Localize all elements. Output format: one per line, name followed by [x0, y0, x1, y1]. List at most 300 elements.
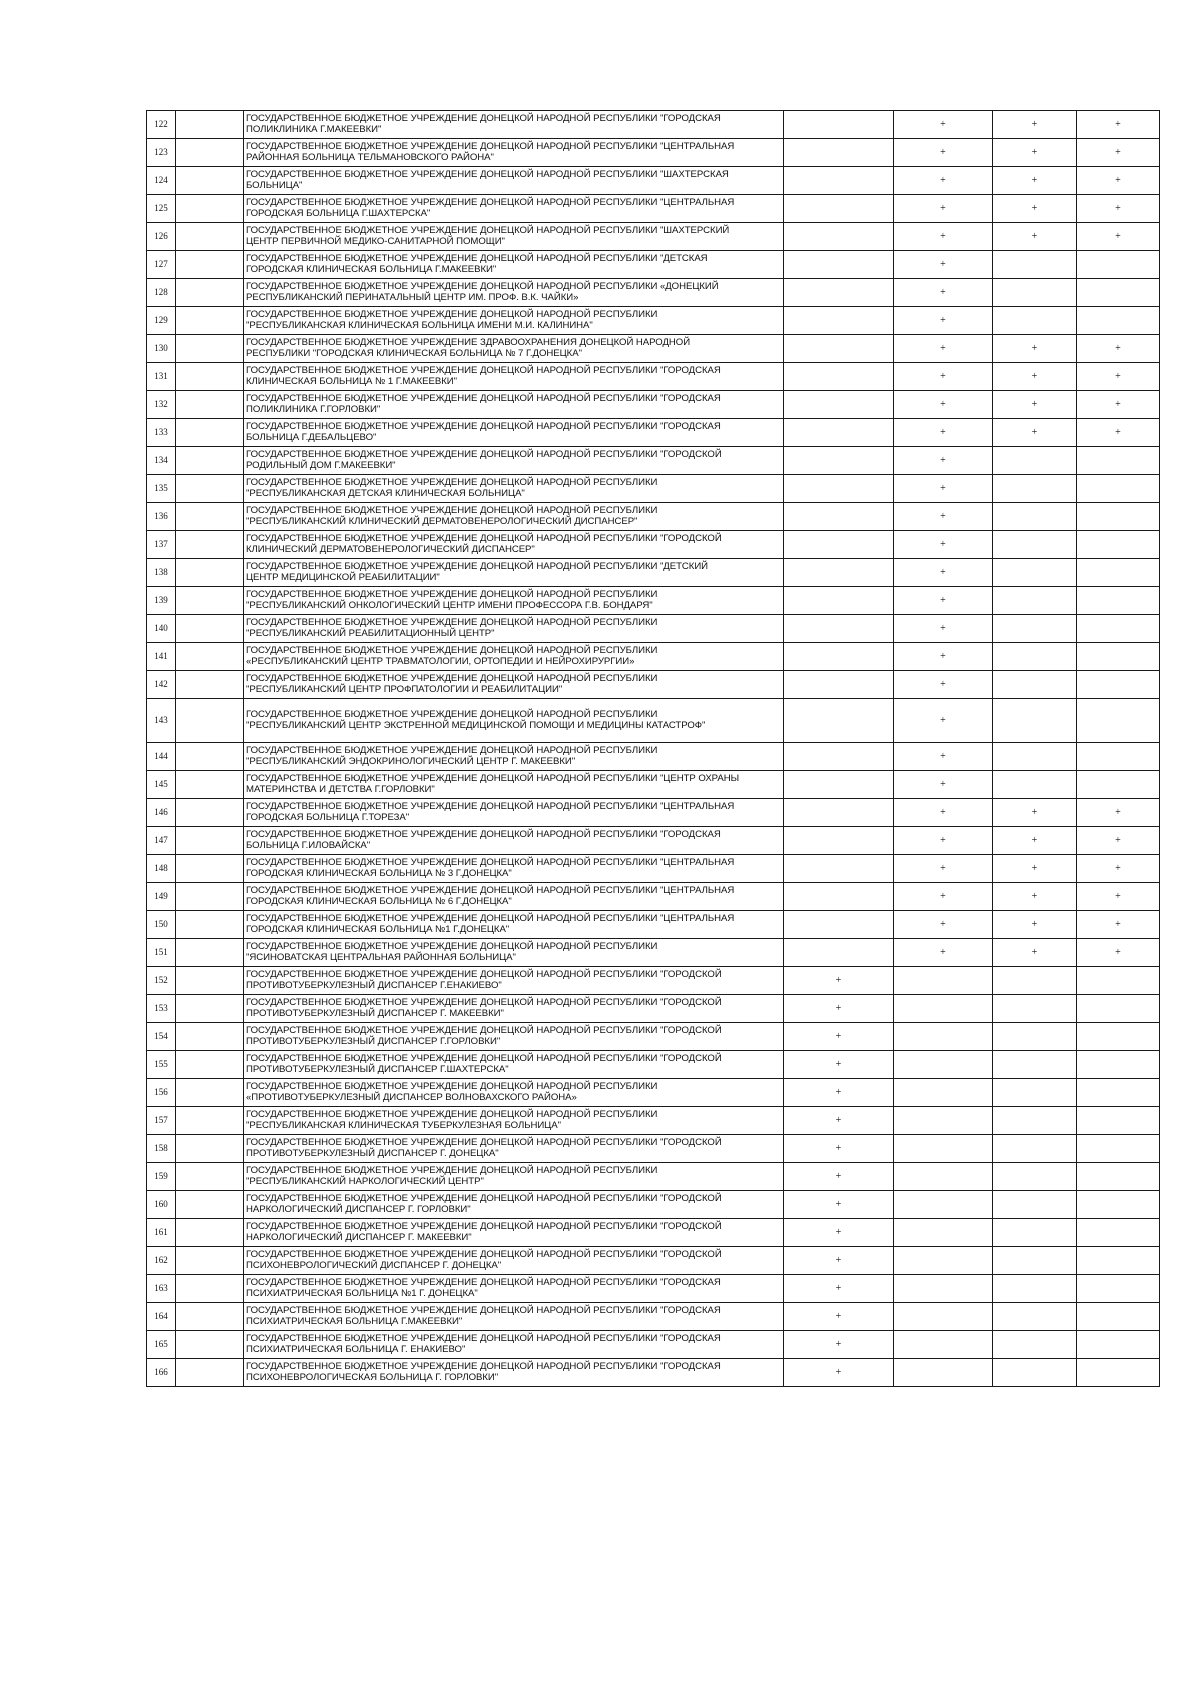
empty-cell [176, 111, 244, 139]
mark-column-4 [1077, 475, 1160, 503]
row-number: 125 [147, 195, 176, 223]
table-row [147, 111, 1160, 139]
institution-name-line-1: ГОСУДАРСТВЕННОЕ БЮДЖЕТНОЕ УЧРЕЖДЕНИЕ ДОНЕЦКОЙ НАРОДНОЙ РЕСПУБЛИКИ "ГОРОДСКАЯ [246, 1276, 721, 1288]
mark-column-3: + [993, 111, 1077, 139]
empty-cell [176, 223, 244, 251]
empty-cell [176, 615, 244, 643]
mark-column-2: + [894, 419, 993, 447]
empty-cell [176, 559, 244, 587]
mark-column-2: + [894, 167, 993, 195]
mark-column-3 [993, 279, 1077, 307]
table-row [147, 1359, 1160, 1387]
institution-name-line-2: "РЕСПУБЛИКАНСКАЯ ДЕТСКАЯ КЛИНИЧЕСКАЯ БОЛЬНИЦА" [246, 487, 525, 499]
table-row [147, 587, 1160, 615]
mark-column-4: + [1077, 911, 1160, 939]
institution-name-line-1: ГОСУДАРСТВЕННОЕ БЮДЖЕТНОЕ УЧРЕЖДЕНИЕ ДОНЕЦКОЙ НАРОДНОЙ РЕСПУБЛИКИ "ДЕТСКАЯ [246, 252, 708, 264]
mark-column-4: + [1077, 827, 1160, 855]
institution-name [244, 1331, 784, 1359]
table-row [147, 799, 1160, 827]
row-number: 166 [147, 1359, 176, 1387]
empty-cell [176, 827, 244, 855]
institution-name-line-1: ГОСУДАРСТВЕННОЕ БЮДЖЕТНОЕ УЧРЕЖДЕНИЕ ДОНЕЦКОЙ НАРОДНОЙ РЕСПУБЛИКИ [246, 476, 658, 488]
institution-name-line-2: ПСИХОНЕВРОЛОГИЧЕСКАЯ БОЛЬНИЦА Г. ГОРЛОВКИ" [246, 1371, 499, 1383]
mark-column-1 [784, 503, 894, 531]
institution-name-line-2: БОЛЬНИЦА Г.ДЕБАЛЬЦЕВО" [246, 431, 377, 443]
institution-name-line-2: ПОЛИКЛИНИКА Г.ГОРЛОВКИ" [246, 403, 381, 415]
mark-column-3 [993, 995, 1077, 1023]
row-number: 137 [147, 531, 176, 559]
empty-cell [176, 391, 244, 419]
mark-column-1 [784, 799, 894, 827]
institution-name-line-2: БОЛЬНИЦА Г.ИЛОВАЙСКА" [246, 839, 371, 851]
empty-cell [176, 771, 244, 799]
empty-cell [176, 1247, 244, 1275]
mark-column-3: + [993, 419, 1077, 447]
institution-name-line-1: ГОСУДАРСТВЕННОЕ БЮДЖЕТНОЕ УЧРЕЖДЕНИЕ ДОНЕЦКОЙ НАРОДНОЙ РЕСПУБЛИКИ "ЦЕНТРАЛЬНАЯ [246, 912, 735, 924]
mark-column-4: + [1077, 139, 1160, 167]
institution-name [244, 615, 784, 643]
row-number: 131 [147, 363, 176, 391]
institution-name-line-2: "РЕСПУБЛИКАНСКАЯ КЛИНИЧЕСКАЯ ТУБЕРКУЛЕЗНАЯ БОЛЬНИЦА" [246, 1119, 561, 1131]
table-row [147, 771, 1160, 799]
mark-column-4 [1077, 967, 1160, 995]
mark-column-1 [784, 475, 894, 503]
institution-name-line-2: ГОРОДСКАЯ КЛИНИЧЕСКАЯ БОЛЬНИЦА № 3 Г.ДОНЕЦКА" [246, 867, 512, 879]
table-row [147, 1023, 1160, 1051]
empty-cell [176, 699, 244, 743]
institution-name [244, 939, 784, 967]
table-row [147, 419, 1160, 447]
institution-name-line-1: ГОСУДАРСТВЕННОЕ БЮДЖЕТНОЕ УЧРЕЖДЕНИЕ ДОНЕЦКОЙ НАРОДНОЙ РЕСПУБЛИКИ [246, 744, 658, 756]
mark-column-1 [784, 911, 894, 939]
institution-name-line-2: РЕСПУБЛИКИ "ГОРОДСКАЯ КЛИНИЧЕСКАЯ БОЛЬНИЦА № 7 Г.ДОНЕЦКА" [246, 347, 582, 359]
mark-column-2 [894, 1331, 993, 1359]
empty-cell [176, 743, 244, 771]
mark-column-1: + [784, 1219, 894, 1247]
table-body [147, 111, 1160, 1387]
institution-name-line-2: ПРОТИВОТУБЕРКУЛЕЗНЫЙ ДИСПАНСЕР Г.ШАХТЕРСКА" [246, 1063, 509, 1075]
institution-name [244, 335, 784, 363]
mark-column-2 [894, 1275, 993, 1303]
mark-column-1 [784, 883, 894, 911]
institution-name-line-2: "РЕСПУБЛИКАНСКИЙ ЭНДОКРИНОЛОГИЧЕСКИЙ ЦЕНТР Г. МАКЕЕВКИ" [246, 755, 576, 767]
institution-name-line-1: ГОСУДАРСТВЕННОЕ БЮДЖЕТНОЕ УЧРЕЖДЕНИЕ ДОНЕЦКОЙ НАРОДНОЙ РЕСПУБЛИКИ "ЦЕНТРАЛЬНАЯ [246, 140, 735, 152]
mark-column-1 [784, 855, 894, 883]
table-row [147, 939, 1160, 967]
mark-column-4 [1077, 615, 1160, 643]
institution-name-line-1: ГОСУДАРСТВЕННОЕ БЮДЖЕТНОЕ УЧРЕЖДЕНИЕ ДОНЕЦКОЙ НАРОДНОЙ РЕСПУБЛИКИ "ЦЕНТРАЛЬНАЯ [246, 884, 735, 896]
mark-column-1: + [784, 1303, 894, 1331]
institution-name [244, 743, 784, 771]
mark-column-2 [894, 1023, 993, 1051]
empty-cell [176, 167, 244, 195]
table-row [147, 855, 1160, 883]
mark-column-1 [784, 251, 894, 279]
institution-name-line-2: "РЕСПУБЛИКАНСКИЙ КЛИНИЧЕСКИЙ ДЕРМАТОВЕНЕРОЛОГИЧЕСКИЙ ДИСПАНСЕР" [246, 515, 638, 527]
institution-name-line-1: ГОСУДАРСТВЕННОЕ БЮДЖЕТНОЕ УЧРЕЖДЕНИЕ ДОНЕЦКОЙ НАРОДНОЙ РЕСПУБЛИКИ [246, 504, 658, 516]
row-number: 155 [147, 1051, 176, 1079]
mark-column-1: + [784, 1247, 894, 1275]
empty-cell [176, 363, 244, 391]
institution-name [244, 1135, 784, 1163]
table-row [147, 1079, 1160, 1107]
institution-name-line-2: ПРОТИВОТУБЕРКУЛЕЗНЫЙ ДИСПАНСЕР Г. МАКЕЕВКИ" [246, 1007, 504, 1019]
institution-name-line-1: ГОСУДАРСТВЕННОЕ БЮДЖЕТНОЕ УЧРЕЖДЕНИЕ ДОНЕЦКОЙ НАРОДНОЙ РЕСПУБЛИКИ "ГОРОДСКОЙ [246, 996, 722, 1008]
mark-column-1: + [784, 1135, 894, 1163]
mark-column-3 [993, 503, 1077, 531]
mark-column-1 [784, 223, 894, 251]
table-row [147, 307, 1160, 335]
institution-name-line-2: ПСИХИАТРИЧЕСКАЯ БОЛЬНИЦА Г. ЕНАКИЕВО" [246, 1343, 466, 1355]
institution-name-line-2: "РЕСПУБЛИКАНСКИЙ РЕАБИЛИТАЦИОННЫЙ ЦЕНТР" [246, 627, 495, 639]
mark-column-2 [894, 995, 993, 1023]
mark-column-1 [784, 699, 894, 743]
mark-column-2 [894, 1051, 993, 1079]
institution-name [244, 1191, 784, 1219]
mark-column-2: + [894, 139, 993, 167]
empty-cell [176, 447, 244, 475]
mark-column-1 [784, 671, 894, 699]
mark-column-3 [993, 743, 1077, 771]
institution-name-line-2: "РЕСПУБЛИКАНСКАЯ КЛИНИЧЕСКАЯ БОЛЬНИЦА ИМЕНИ М.И. КАЛИНИНА" [246, 319, 593, 331]
row-number: 136 [147, 503, 176, 531]
row-number: 154 [147, 1023, 176, 1051]
empty-cell [176, 1331, 244, 1359]
institution-name [244, 1023, 784, 1051]
institution-name [244, 995, 784, 1023]
institution-name-line-1: ГОСУДАРСТВЕННОЕ БЮДЖЕТНОЕ УЧРЕЖДЕНИЕ ДОНЕЦКОЙ НАРОДНОЙ РЕСПУБЛИКИ "ГОРОДСКАЯ [246, 1332, 721, 1344]
mark-column-3: + [993, 139, 1077, 167]
row-number: 163 [147, 1275, 176, 1303]
mark-column-4 [1077, 1107, 1160, 1135]
empty-cell [176, 1359, 244, 1387]
mark-column-3 [993, 1163, 1077, 1191]
institution-name-line-1: ГОСУДАРСТВЕННОЕ БЮДЖЕТНОЕ УЧРЕЖДЕНИЕ ДОНЕЦКОЙ НАРОДНОЙ РЕСПУБЛИКИ "ГОРОДСКАЯ [246, 364, 721, 376]
institution-name [244, 1359, 784, 1387]
mark-column-3 [993, 559, 1077, 587]
institution-name-line-1: ГОСУДАРСТВЕННОЕ БЮДЖЕТНОЕ УЧРЕЖДЕНИЕ ДОНЕЦКОЙ НАРОДНОЙ РЕСПУБЛИКИ "ГОРОДСКОЙ [246, 1248, 722, 1260]
row-number: 145 [147, 771, 176, 799]
mark-column-1 [784, 643, 894, 671]
institution-name [244, 1079, 784, 1107]
table-row [147, 335, 1160, 363]
institution-name-line-1: ГОСУДАРСТВЕННОЕ БЮДЖЕТНОЕ УЧРЕЖДЕНИЕ ДОНЕЦКОЙ НАРОДНОЙ РЕСПУБЛИКИ «ДОНЕЦКИЙ [246, 280, 719, 292]
mark-column-2: + [894, 475, 993, 503]
mark-column-1 [784, 279, 894, 307]
empty-cell [176, 475, 244, 503]
row-number: 140 [147, 615, 176, 643]
mark-column-1 [784, 559, 894, 587]
mark-column-1 [784, 195, 894, 223]
mark-column-2: + [894, 883, 993, 911]
institution-name-line-2: РЕСПУБЛИКАНСКИЙ ПЕРИНАТАЛЬНЫЙ ЦЕНТР ИМ. ПРОФ. В.К. ЧАЙКИ» [246, 291, 579, 303]
table-row [147, 643, 1160, 671]
institution-name [244, 503, 784, 531]
mark-column-2: + [894, 939, 993, 967]
mark-column-3 [993, 475, 1077, 503]
row-number: 123 [147, 139, 176, 167]
row-number: 134 [147, 447, 176, 475]
mark-column-4 [1077, 699, 1160, 743]
mark-column-4 [1077, 1359, 1160, 1387]
mark-column-3 [993, 1359, 1077, 1387]
row-number: 144 [147, 743, 176, 771]
mark-column-1: + [784, 995, 894, 1023]
mark-column-1: + [784, 1275, 894, 1303]
mark-column-1: + [784, 1079, 894, 1107]
institution-name-line-1: ГОСУДАРСТВЕННОЕ БЮДЖЕТНОЕ УЧРЕЖДЕНИЕ ДОНЕЦКОЙ НАРОДНОЙ РЕСПУБЛИКИ "ШАХТЕРСКАЯ [246, 168, 729, 180]
empty-cell [176, 1191, 244, 1219]
row-number: 133 [147, 419, 176, 447]
table-row [147, 671, 1160, 699]
mark-column-2: + [894, 391, 993, 419]
mark-column-4: + [1077, 195, 1160, 223]
table-row [147, 911, 1160, 939]
mark-column-1: + [784, 967, 894, 995]
institution-name [244, 1163, 784, 1191]
mark-column-1: + [784, 1023, 894, 1051]
mark-column-4 [1077, 1079, 1160, 1107]
mark-column-1 [784, 447, 894, 475]
empty-cell [176, 139, 244, 167]
row-number: 151 [147, 939, 176, 967]
institution-name-line-2: БОЛЬНИЦА" [246, 179, 303, 191]
mark-column-3 [993, 1079, 1077, 1107]
institution-name-line-2: ГОРОДСКАЯ БОЛЬНИЦА Г.ШАХТЕРСКА" [246, 207, 431, 219]
row-number: 138 [147, 559, 176, 587]
institution-name [244, 883, 784, 911]
table-row [147, 195, 1160, 223]
institution-name-line-1: ГОСУДАРСТВЕННОЕ БЮДЖЕТНОЕ УЧРЕЖДЕНИЕ ДОНЕЦКОЙ НАРОДНОЙ РЕСПУБЛИКИ "ГОРОДСКАЯ [246, 420, 721, 432]
mark-column-3 [993, 643, 1077, 671]
mark-column-4 [1077, 643, 1160, 671]
mark-column-3: + [993, 363, 1077, 391]
institution-name-line-2: ПРОТИВОТУБЕРКУЛЕЗНЫЙ ДИСПАНСЕР Г.ЕНАКИЕВО" [246, 979, 502, 991]
institution-name-line-2: "РЕСПУБЛИКАНСКИЙ ЦЕНТР ПРОФПАТОЛОГИИ И РЕАБИЛИТАЦИИ" [246, 683, 563, 695]
mark-column-4 [1077, 743, 1160, 771]
institution-name [244, 139, 784, 167]
mark-column-4 [1077, 1191, 1160, 1219]
institution-name-line-1: ГОСУДАРСТВЕННОЕ БЮДЖЕТНОЕ УЧРЕЖДЕНИЕ ДОНЕЦКОЙ НАРОДНОЙ РЕСПУБЛИКИ "ДЕТСКИЙ [246, 560, 709, 572]
table-row [147, 1219, 1160, 1247]
table-row [147, 1051, 1160, 1079]
institutions-table [146, 110, 1160, 1387]
row-number: 158 [147, 1135, 176, 1163]
institution-name [244, 699, 784, 743]
institution-name-line-1: ГОСУДАРСТВЕННОЕ БЮДЖЕТНОЕ УЧРЕЖДЕНИЕ ДОНЕЦКОЙ НАРОДНОЙ РЕСПУБЛИКИ "ЦЕНТРАЛЬНАЯ [246, 800, 735, 812]
institution-name-line-1: ГОСУДАРСТВЕННОЕ БЮДЖЕТНОЕ УЧРЕЖДЕНИЕ ДОНЕЦКОЙ НАРОДНОЙ РЕСПУБЛИКИ "ГОРОДСКАЯ [246, 1304, 721, 1316]
empty-cell [176, 1219, 244, 1247]
institution-name [244, 251, 784, 279]
row-number: 146 [147, 799, 176, 827]
institution-name-line-2: "РЕСПУБЛИКАНСКИЙ ОНКОЛОГИЧЕСКИЙ ЦЕНТР ИМЕНИ ПРОФЕССОРА Г.В. БОНДАРЯ" [246, 599, 653, 611]
table-row [147, 475, 1160, 503]
mark-column-3 [993, 615, 1077, 643]
institution-name [244, 167, 784, 195]
mark-column-2 [894, 1163, 993, 1191]
mark-column-4 [1077, 307, 1160, 335]
table-row [147, 167, 1160, 195]
row-number: 139 [147, 587, 176, 615]
mark-column-4: + [1077, 855, 1160, 883]
mark-column-2: + [894, 251, 993, 279]
empty-cell [176, 279, 244, 307]
institution-name-line-1: ГОСУДАРСТВЕННОЕ БЮДЖЕТНОЕ УЧРЕЖДЕНИЕ ДОНЕЦКОЙ НАРОДНОЙ РЕСПУБЛИКИ "ШАХТЕРСКИЙ [246, 224, 730, 236]
row-number: 150 [147, 911, 176, 939]
institution-name [244, 223, 784, 251]
empty-cell [176, 643, 244, 671]
institution-name [244, 363, 784, 391]
institution-name-line-2: "РЕСПУБЛИКАНСКИЙ НАРКОЛОГИЧЕСКИЙ ЦЕНТР" [246, 1175, 484, 1187]
mark-column-3: + [993, 167, 1077, 195]
institution-name [244, 475, 784, 503]
row-number: 165 [147, 1331, 176, 1359]
empty-cell [176, 1051, 244, 1079]
mark-column-3 [993, 1247, 1077, 1275]
institution-name-line-2: ГОРОДСКАЯ БОЛЬНИЦА Г.ТОРЕЗА" [246, 811, 410, 823]
institution-name-line-2: НАРКОЛОГИЧЕСКИЙ ДИСПАНСЕР Г. ГОРЛОВКИ" [246, 1203, 471, 1215]
row-number: 122 [147, 111, 176, 139]
mark-column-2: + [894, 559, 993, 587]
institution-name-line-2: ГОРОДСКАЯ КЛИНИЧЕСКАЯ БОЛЬНИЦА № 6 Г.ДОНЕЦКА" [246, 895, 512, 907]
institution-name-line-2: ПСИХИАТРИЧЕСКАЯ БОЛЬНИЦА №1 Г. ДОНЕЦКА" [246, 1287, 478, 1299]
institution-name-line-1: ГОСУДАРСТВЕННОЕ БЮДЖЕТНОЕ УЧРЕЖДЕНИЕ ДОНЕЦКОЙ НАРОДНОЙ РЕСПУБЛИКИ "ГОРОДСКОЙ [246, 448, 722, 460]
institution-name-line-1: ГОСУДАРСТВЕННОЕ БЮДЖЕТНОЕ УЧРЕЖДЕНИЕ ДОНЕЦКОЙ НАРОДНОЙ РЕСПУБЛИКИ "ГОРОДСКОЙ [246, 532, 722, 544]
mark-column-3 [993, 1331, 1077, 1359]
institution-name-line-1: ГОСУДАРСТВЕННОЕ БЮДЖЕТНОЕ УЧРЕЖДЕНИЕ ДОНЕЦКОЙ НАРОДНОЙ РЕСПУБЛИКИ [246, 1164, 658, 1176]
mark-column-4: + [1077, 883, 1160, 911]
row-number: 147 [147, 827, 176, 855]
mark-column-2 [894, 1135, 993, 1163]
empty-cell [176, 911, 244, 939]
mark-column-1 [784, 939, 894, 967]
mark-column-3 [993, 1135, 1077, 1163]
row-number: 149 [147, 883, 176, 911]
table-row [147, 699, 1160, 743]
institution-name-line-1: ГОСУДАРСТВЕННОЕ БЮДЖЕТНОЕ УЧРЕЖДЕНИЕ ДОНЕЦКОЙ НАРОДНОЙ РЕСПУБЛИКИ [246, 588, 658, 600]
mark-column-3: + [993, 335, 1077, 363]
table-row [147, 251, 1160, 279]
row-number: 153 [147, 995, 176, 1023]
institution-name-line-1: ГОСУДАРСТВЕННОЕ БЮДЖЕТНОЕ УЧРЕЖДЕНИЕ ДОНЕЦКОЙ НАРОДНОЙ РЕСПУБЛИКИ "ГОРОДСКАЯ [246, 112, 721, 124]
institution-name [244, 111, 784, 139]
table-row [147, 447, 1160, 475]
institution-name-line-2: "РЕСПУБЛИКАНСКИЙ ЦЕНТР ЭКСТРЕННОЙ МЕДИЦИНСКОЙ ПОМОЩИ И МЕДИЦИНЫ КАТАСТРОФ" [246, 719, 706, 731]
table-row [147, 1247, 1160, 1275]
mark-column-2: + [894, 279, 993, 307]
mark-column-4 [1077, 1163, 1160, 1191]
mark-column-1: + [784, 1051, 894, 1079]
mark-column-2 [894, 1107, 993, 1135]
mark-column-3: + [993, 195, 1077, 223]
empty-cell [176, 419, 244, 447]
mark-column-2: + [894, 195, 993, 223]
institution-name [244, 419, 784, 447]
institution-name-line-1: ГОСУДАРСТВЕННОЕ БЮДЖЕТНОЕ УЧРЕЖДЕНИЕ ДОНЕЦКОЙ НАРОДНОЙ РЕСПУБЛИКИ [246, 308, 658, 320]
mark-column-2: + [894, 363, 993, 391]
empty-cell [176, 939, 244, 967]
mark-column-3 [993, 307, 1077, 335]
institution-name [244, 307, 784, 335]
institution-name-line-2: МАТЕРИНСТВА И ДЕТСТВА Г.ГОРЛОВКИ" [246, 783, 435, 795]
institution-name-line-1: ГОСУДАРСТВЕННОЕ БЮДЖЕТНОЕ УЧРЕЖДЕНИЕ ДОНЕЦКОЙ НАРОДНОЙ РЕСПУБЛИКИ "ГОРОДСКОЙ [246, 1136, 722, 1148]
table-row [147, 391, 1160, 419]
row-number: 130 [147, 335, 176, 363]
empty-cell [176, 1275, 244, 1303]
mark-column-1 [784, 167, 894, 195]
institution-name-line-1: ГОСУДАРСТВЕННОЕ БЮДЖЕТНОЕ УЧРЕЖДЕНИЕ ДОНЕЦКОЙ НАРОДНОЙ РЕСПУБЛИКИ "ГОРОДСКОЙ [246, 1220, 722, 1232]
mark-column-2: + [894, 771, 993, 799]
table-row [147, 1275, 1160, 1303]
institution-name-line-2: РАЙОННАЯ БОЛЬНИЦА ТЕЛЬМАНОВСКОГО РАЙОНА" [246, 151, 494, 163]
mark-column-1: + [784, 1163, 894, 1191]
institution-name-line-1: ГОСУДАРСТВЕННОЕ БЮДЖЕТНОЕ УЧРЕЖДЕНИЕ ДОНЕЦКОЙ НАРОДНОЙ РЕСПУБЛИКИ [246, 1108, 658, 1120]
row-number: 124 [147, 167, 176, 195]
mark-column-1: + [784, 1191, 894, 1219]
institution-name-line-1: ГОСУДАРСТВЕННОЕ БЮДЖЕТНОЕ УЧРЕЖДЕНИЕ ДОНЕЦКОЙ НАРОДНОЙ РЕСПУБЛИКИ "ГОРОДСКАЯ [246, 1360, 721, 1372]
mark-column-4: + [1077, 363, 1160, 391]
table-row [147, 1331, 1160, 1359]
mark-column-2: + [894, 447, 993, 475]
table-row [147, 615, 1160, 643]
table-row [147, 363, 1160, 391]
institution-name [244, 855, 784, 883]
institution-name-line-2: ПСИХОНЕВРОЛОГИЧЕСКИЙ ДИСПАНСЕР Г. ДОНЕЦКА" [246, 1259, 502, 1271]
mark-column-4 [1077, 1303, 1160, 1331]
institution-name-line-2: ПОЛИКЛИНИКА Г.МАКЕЕВКИ" [246, 123, 382, 135]
table-row [147, 743, 1160, 771]
empty-cell [176, 531, 244, 559]
table-row [147, 827, 1160, 855]
empty-cell [176, 1023, 244, 1051]
institution-name-line-1: ГОСУДАРСТВЕННОЕ БЮДЖЕТНОЕ УЧРЕЖДЕНИЕ ДОНЕЦКОЙ НАРОДНОЙ РЕСПУБЛИКИ "ЦЕНТРАЛЬНАЯ [246, 196, 735, 208]
institution-name-line-1: ГОСУДАРСТВЕННОЕ БЮДЖЕТНОЕ УЧРЕЖДЕНИЕ ДОНЕЦКОЙ НАРОДНОЙ РЕСПУБЛИКИ [246, 940, 658, 952]
mark-column-2: + [894, 111, 993, 139]
mark-column-3 [993, 1303, 1077, 1331]
mark-column-4 [1077, 771, 1160, 799]
institution-name-line-1: ГОСУДАРСТВЕННОЕ БЮДЖЕТНОЕ УЧРЕЖДЕНИЕ ДОНЕЦКОЙ НАРОДНОЙ РЕСПУБЛИКИ "ГОРОДСКОЙ [246, 968, 722, 980]
empty-cell [176, 967, 244, 995]
institution-name [244, 279, 784, 307]
mark-column-2: + [894, 827, 993, 855]
empty-cell [176, 1135, 244, 1163]
institution-name-line-1: ГОСУДАРСТВЕННОЕ БЮДЖЕТНОЕ УЧРЕЖДЕНИЕ ДОНЕЦКОЙ НАРОДНОЙ РЕСПУБЛИКИ "ГОРОДСКАЯ [246, 392, 721, 404]
institution-name [244, 1303, 784, 1331]
mark-column-3: + [993, 223, 1077, 251]
row-number: 152 [147, 967, 176, 995]
row-number: 160 [147, 1191, 176, 1219]
institution-name-line-2: ГОРОДСКАЯ КЛИНИЧЕСКАЯ БОЛЬНИЦА Г.МАКЕЕВКИ" [246, 263, 497, 275]
empty-cell [176, 855, 244, 883]
empty-cell [176, 307, 244, 335]
mark-column-3: + [993, 827, 1077, 855]
mark-column-2: + [894, 699, 993, 743]
mark-column-3: + [993, 883, 1077, 911]
institution-name-line-2: «ПРОТИВОТУБЕРКУЛЕЗНЫЙ ДИСПАНСЕР ВОЛНОВАХСКОГО РАЙОНА» [246, 1091, 577, 1103]
empty-cell [176, 799, 244, 827]
empty-cell [176, 251, 244, 279]
institution-name [244, 1107, 784, 1135]
institution-name [244, 447, 784, 475]
mark-column-1 [784, 743, 894, 771]
mark-column-4 [1077, 447, 1160, 475]
mark-column-4 [1077, 251, 1160, 279]
institution-name-line-2: ПРОТИВОТУБЕРКУЛЕЗНЫЙ ДИСПАНСЕР Г.ГОРЛОВКИ" [246, 1035, 501, 1047]
mark-column-3 [993, 1051, 1077, 1079]
row-number: 156 [147, 1079, 176, 1107]
institution-name-line-2: ПСИХИАТРИЧЕСКАЯ БОЛЬНИЦА Г.МАКЕЕВКИ" [246, 1315, 463, 1327]
institution-name [244, 1247, 784, 1275]
